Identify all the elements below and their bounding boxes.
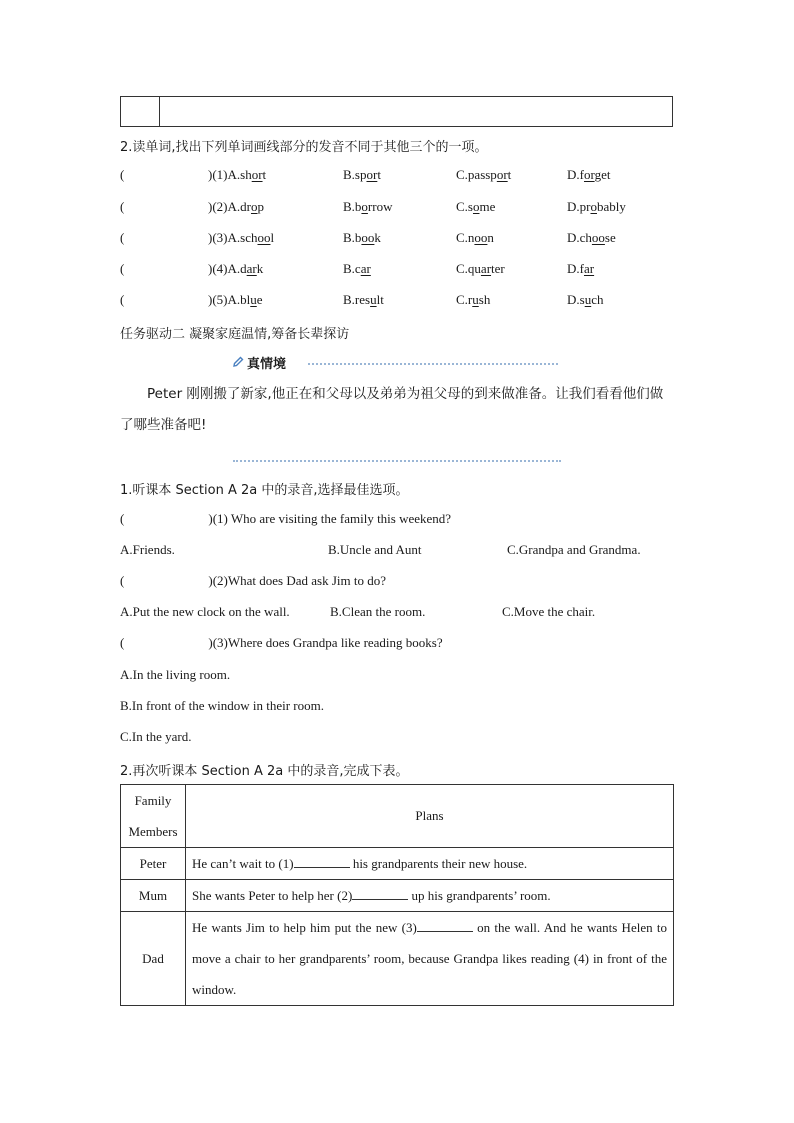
word-d: such	[579, 292, 604, 307]
q1-option-a: A.Friends.	[120, 542, 175, 557]
option-b: B.borrow	[343, 199, 393, 214]
option-c: C.noon	[456, 230, 494, 245]
word-b: car	[354, 261, 371, 276]
q3-option-a: A.In the living room.	[120, 667, 231, 682]
option-b: B.sport	[343, 167, 381, 182]
q3-option-c: C.In the yard.	[120, 729, 192, 744]
banner-divider	[308, 363, 558, 365]
pronunciation-row	[120, 167, 680, 187]
word-a: blue	[240, 292, 263, 307]
word-c: noon	[467, 230, 494, 245]
q1-option-c: C.Grandpa and Grandma.	[507, 542, 641, 557]
question-text: (1) Who are visiting the family this weekend?	[212, 511, 452, 526]
plans-table	[120, 784, 674, 1006]
option-a: )(5)A.blue	[208, 292, 263, 307]
q2-option-b: B.Clean the room.	[330, 604, 426, 619]
word-b: result	[354, 292, 384, 307]
option-b: B.book	[343, 230, 381, 245]
q2-option-c: C.Move the chair.	[502, 604, 596, 619]
q1-option-b: B.Uncle and Aunt	[328, 542, 422, 557]
header-plans: Plans	[186, 785, 674, 848]
member-cell: Dad	[121, 912, 186, 1006]
word-c: rush	[467, 292, 491, 307]
option-a: )(3)A.school	[208, 230, 275, 245]
pronunciation-instruction: 2.读单词,找出下列单词画线部分的发音不同于其他三个的一项。	[120, 140, 488, 155]
option-a: )(4)A.dark	[208, 261, 264, 276]
word-d: far	[579, 261, 595, 276]
option-b: B.car	[343, 261, 371, 276]
table-row	[121, 912, 674, 1006]
option-d: D.such	[567, 292, 604, 307]
option-c: C.passport	[456, 167, 512, 182]
table-row	[121, 880, 674, 912]
answer-paren[interactable]: (	[120, 292, 125, 307]
member-cell: Mum	[121, 880, 186, 912]
banner-title: 真情境	[247, 357, 287, 372]
blank-3[interactable]	[417, 919, 473, 932]
word-d: forget	[579, 167, 611, 182]
word-b: borrow	[354, 199, 393, 214]
word-b: sport	[354, 167, 381, 182]
answer-paren[interactable]: (	[120, 230, 125, 245]
option-d: D.far	[567, 261, 595, 276]
pronunciation-row	[120, 199, 680, 219]
word-c: passport	[467, 167, 512, 182]
option-a: )(2)A.drop	[208, 199, 264, 214]
option-c: C.some	[456, 199, 496, 214]
table-header-row	[121, 785, 674, 848]
word-b: book	[354, 230, 381, 245]
question-text: (3)Where does Grandpa like reading books?	[212, 635, 443, 650]
option-d: D.choose	[567, 230, 616, 245]
question-text: (2)What does Dad ask Jim to do?	[212, 573, 386, 588]
plan-cell: He can’t wait to (1) his grandparents their new house.	[186, 848, 674, 880]
word-a: dark	[240, 261, 264, 276]
answer-paren[interactable]: (	[120, 261, 125, 276]
scenario-paragraph: Peter 刚刚搬了新家,他正在和父母以及弟弟为祖父母的到来做准备。让我们看看他们做了哪些准备吧!	[120, 386, 664, 433]
blank-1[interactable]	[294, 855, 350, 868]
pen-icon	[232, 356, 244, 368]
pronunciation-row	[120, 292, 680, 312]
answer-paren[interactable]: (	[120, 167, 125, 182]
answer-paren-open: (	[120, 511, 125, 526]
word-a: drop	[240, 199, 264, 214]
option-d: D.forget	[567, 167, 611, 182]
listening-instruction-2: 2.再次听课本 Section A 2a 中的录音,完成下表。	[120, 764, 409, 779]
word-a: short	[240, 167, 267, 182]
scenario-banner	[232, 355, 562, 371]
option-b: B.result	[343, 292, 384, 307]
pronunciation-row	[120, 230, 680, 250]
word-c: quarter	[467, 261, 505, 276]
blank-2[interactable]	[352, 887, 408, 900]
word-c: some	[467, 199, 496, 214]
word-d: probably	[579, 199, 626, 214]
q3-option-b: B.In front of the window in their room.	[120, 698, 324, 713]
empty-answer-table	[120, 96, 673, 127]
option-c: C.rush	[456, 292, 491, 307]
answer-paren[interactable]: (	[120, 199, 125, 214]
question-1: ( )(1) Who are visiting the family this weekend?	[120, 511, 452, 526]
table-row	[121, 848, 674, 880]
option-d: D.probably	[567, 199, 626, 214]
member-cell: Peter	[121, 848, 186, 880]
option-a: )(1)A.short	[208, 167, 267, 182]
q2-option-a: A.Put the new clock on the wall.	[120, 604, 290, 619]
pronunciation-row	[120, 261, 680, 281]
plan-cell: He wants Jim to help him put the new (3) on the wall. And he wants Helen to move a chair to her grandparents’ room, because Grandpa likes reading (4) in front of the window.	[186, 912, 674, 1006]
banner-bottom-divider	[233, 460, 561, 462]
word-d: choose	[579, 230, 616, 245]
table-divider	[159, 97, 160, 126]
question-3: ( )(3)Where does Grandpa like reading books?	[120, 635, 443, 650]
task-heading: 任务驱动二 凝聚家庭温情,筹备长辈探访	[120, 327, 350, 342]
option-c: C.quarter	[456, 261, 505, 276]
header-family-members: Family Members	[121, 785, 186, 848]
question-2: ( )(2)What does Dad ask Jim to do?	[120, 573, 386, 588]
plan-cell: She wants Peter to help her (2) up his grandparents’ room.	[186, 880, 674, 912]
word-a: school	[240, 230, 275, 245]
listening-instruction-1: 1.听课本 Section A 2a 中的录音,选择最佳选项。	[120, 483, 409, 498]
